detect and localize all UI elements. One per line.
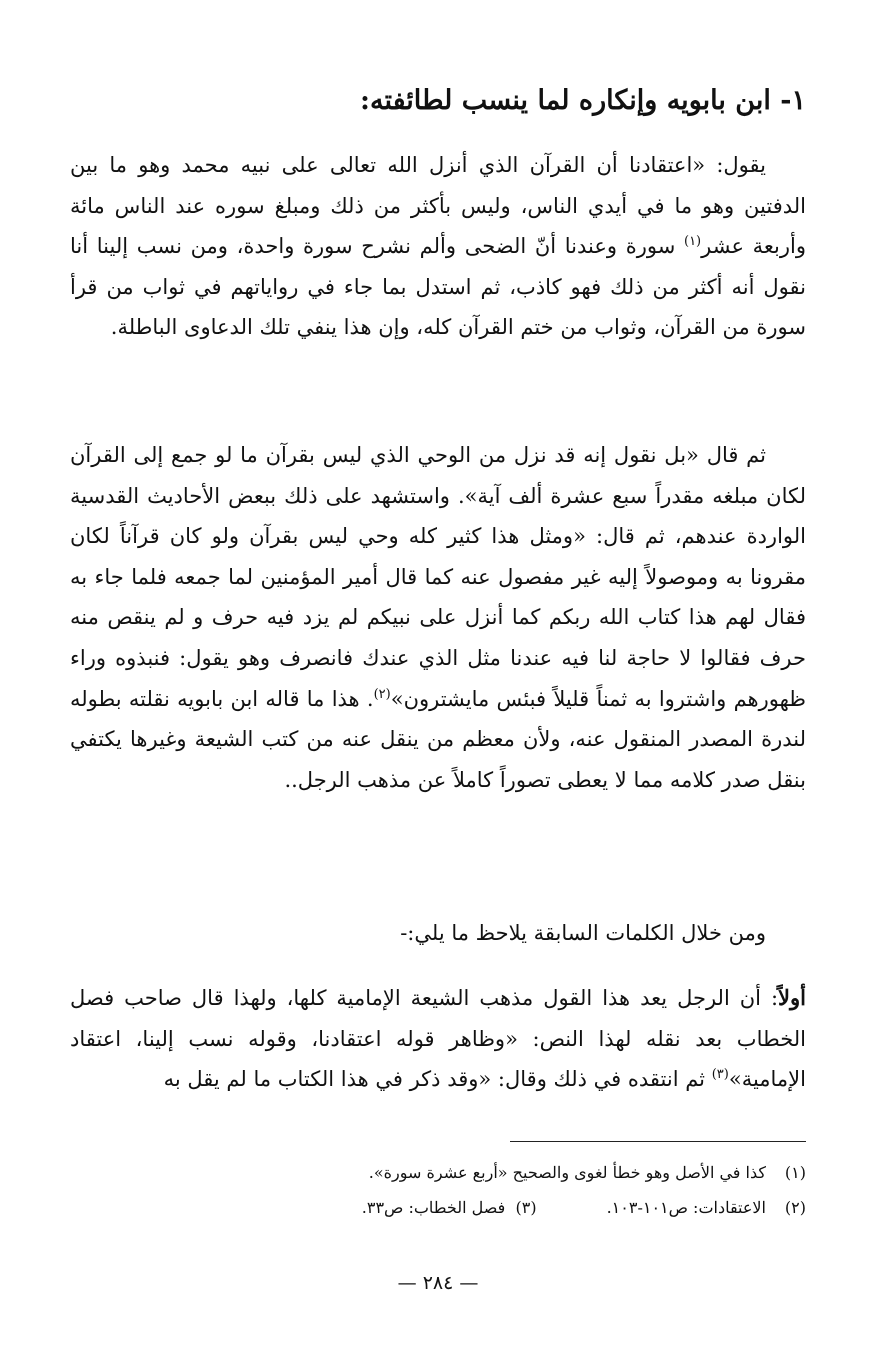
paragraph-1 — [70, 145, 806, 348]
footnote-ref-2: (٢) — [373, 686, 391, 702]
footnote-2-text: الاعتقادات: ص١٠١-١٠٣. — [606, 1198, 766, 1217]
paragraph-3: ومن خلال الكلمات السابقة يلاحظ ما يلي:- — [400, 921, 766, 945]
footnote-1-number: (١) — [784, 1163, 806, 1182]
paragraph-1-text: يقول: «اعتقادنا أن القرآن الذي أنزل الله تعالى على نبيه محمد وهو ما بين الدفتين وهو ما في أيدي الناس، وليس بأكثر من ذلك ومبلغ سوره عند الناس مائة وأربعة عشر — [70, 153, 806, 259]
paragraph-4-label: أولاً — [778, 985, 806, 1010]
footnote-2-number: (٢) — [784, 1198, 806, 1217]
book-page — [70, 0, 806, 1348]
footnote-divider — [510, 1141, 806, 1142]
paragraph-4 — [70, 978, 806, 1100]
paragraph-2-text: ثم قال «بل نقول إنه قد نزل من الوحي الذي ليس بقرآن ما لو جمع إلى القرآن لكان مبلغه مقدراً سبع عشرة ألف آية». واستشهد على ذلك ببعض الأحاديث القدسية الواردة عندهم، ثم قال: «ومثل هذا كثير كله وحي ليس بقرآن ولو كان قرآناً لكان مقرونا به وموصولاً إليه غير مفصول عنه كما قال أمير المؤمنين لما جمعه فلما جاء به فقال لهم هذا كتاب الله ربكم كما أنزل على نبيكم لم يزد فيه حرف و لم ينقص منه حرف فقالوا لا حاجة لنا فيه عندنا مثل الذي عندك فانصرف وهو يقول: فنبذوه وراء ظهورهم واشتروا به ثمناً قليلاً فبئس مايشترون» — [70, 443, 807, 711]
paragraph-2-rest: . هذا ما قاله ابن بابويه نقلته بطوله لندرة المصدر المنقول عنه، ولأن معظم من ينقل عنه من كتب الشيعة وغيرها يكتفي بنقل صدر كلامه مما لا يعطى تصوراً كاملاً عن مذهب الرجل.. — [70, 686, 806, 792]
footnote-ref-1: (١) — [683, 234, 702, 250]
section-heading: ١- ابن بابويه وإنكاره لما ينسب لطائفته: — [360, 85, 806, 116]
paragraph-4-rest: ثم انتقده في ذلك وقال: «وقد ذكر في هذا الكتاب ما لم يقل به — [163, 1067, 712, 1092]
footnote-row-2 — [70, 1196, 806, 1220]
paragraph-2 — [70, 435, 806, 800]
footnote-3-number: (٣) — [515, 1198, 537, 1217]
paragraph-4-text: : أن الرجل يعد هذا القول مذهب الشيعة الإمامية كلها، ولهذا قال صاحب فصل الخطاب بعد نقله لهذا النص: «وظاهر قوله اعتقادنا، وقوله نسب إلينا، اعتقاد الإمامية» — [70, 986, 806, 1092]
paragraph-1-rest: سورة وعندنا أنّ الضحى وألم نشرح سورة واحدة، ومن نسب إلينا أنا نقول أنه أكثر من ذلك فهو كاذب، ثم استدل بما جاء في رواياتهم في ثواب من قرأ سورة من القرآن، وثواب من ختم القرآن كله، وإن هذا ينفي تلك الدعاوى الباطلة. — [70, 234, 806, 340]
footnote-1 — [70, 1161, 806, 1185]
page-number: — ٢٨٤ — — [397, 1272, 479, 1294]
footnote-3-text: فصل الخطاب: ص٣٣. — [361, 1198, 506, 1217]
footnote-1-text: كذا في الأصل وهو خطأ لغوى والصحيح «أربع عشرة سورة». — [368, 1163, 766, 1182]
footnote-ref-3: (٣) — [711, 1067, 729, 1083]
